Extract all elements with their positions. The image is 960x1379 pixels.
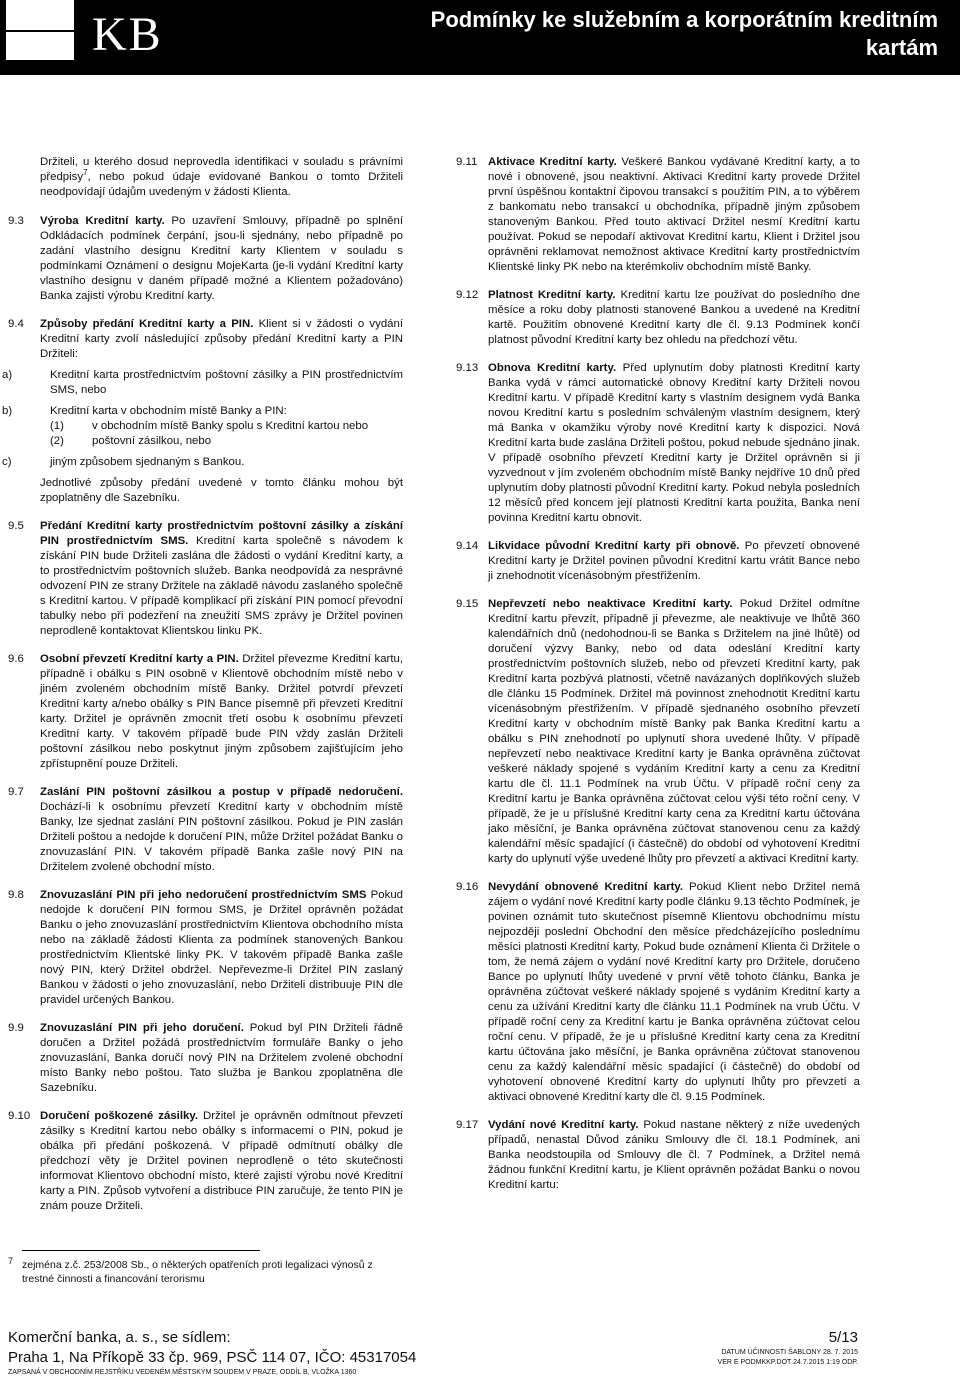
intro-paragraph: Držiteli, u kterého dosud neprovedla identifikaci v souladu s právními předpisy$^7$, nebo pokud údaje evidované Bankou o tomto Držiteli neodpovídají údajům uvedeným v žádosti Klienta. [40, 156, 403, 198]
section-9-16: 9.16 Nevydání obnovené Kreditní karty. Pokud Klient nebo Držitel nemá zájem o vydání nové Kreditní karty podle článku 9.13 těchto Podmínek, je povinen oznámit tuto skutečnost písemně Klientovu obchodnímu místu nejpozději poslední Obchodní den měsíce předcházejícího poslednímu měsíci platnosti Kreditní karty. Pokud bude oznámení Klienta či Držitele o tom, že nemá zájem o vydání nové Kreditní karty pro Držitele, doručeno Bance po uplynutí lhůty uvedené v první větě tohoto článku, Banka je oprávněna zúčtovat veškeré náklady spojené s vydáním Kreditní karty a cenu za užívání Kreditní karty dle článku 11.1 Podmínek na vrub Účtu. V případě roční ceny za Kreditní kartu je Banka oprávněna zúčtovat celou roční cenu. V případě, že je u příslušné Kreditní karty cena za Kreditní kartu účtována jako měsíční, je Banka oprávněna zúčtovat stanovenou cenu za každý kalendářní měsíc spadající (i částečně) do období od vyhotovení obnovené Kreditní karty do uplynutí lhůty pro převzetí a aktivaci obnovené Kreditní karty dle čl. 9.15 Podmínek. [456, 881, 860, 1103]
section-9-13: 9.13 Obnova Kreditní karty. Před uplynutím doby platnosti Kreditní karty Banka vydá v rámci automatické obnovy Kreditní karty Držiteli novou Kreditní kartu. V případě Kreditní karty s vlastním designem vydá Banka novou Kreditní kartu s posledním schváleným vlastním designem, který má Banka v okamžiku výroby nové Kreditní karty k dispozici. Nová Kreditní karta bude zaslána Držiteli poštou, pokud nebude sjednáno jinak. V případě osobního převzetí Kreditní karty je Držitel oprávněn si ji vyzvednout v jím zvoleném obchodním místě Banky nejdříve 10 dnů před uplynutím doby platnosti původní Kreditní karty. Pokud nebyla posledních 12 měsíců před koncem její platnosti Kreditní karta použita, Banka není povinna Kreditní kartu obnovit. [456, 362, 860, 524]
kb-logo-text: KB [92, 8, 163, 61]
page-number: 5/13 [828, 1329, 858, 1346]
section-9-9: 9.9 Znovuzaslání PIN při jeho doručení. Pokud byl PIN Držiteli řádně doručen a Držitel požádá prostřednictvím formuláře Banky o jeho znovuzaslání, Banka doručí nový PIN na Držitelem zvolené obchodní místo Banky nebo poštou. Tato služba je Bankou zpoplatněna dle Sazebníku. [8, 1022, 403, 1094]
section-9-6: 9.6 Osobní převzetí Kreditní karty a PIN. Držitel převezme Kreditní kartu, případně i obálku s PIN osobně v Klientově obchodním místě nebo v jiném zvoleném obchodním místě Banky. Držitel potvrdí převzetí Kreditní karty a/nebo obálky s PIN Bance písemně při převzetí Kreditní karty. Držitel je oprávněn zmocnit třetí osobu k osobnímu převzetí Kreditní karty. V takovém případě bude PIN vždy zaslán Držiteli poštovní zásilkou nebo poskytnut jiným způsobem zajišťujícím jeho zpřístupnění pouze Držiteli. [8, 653, 403, 770]
footnote [8, 1258, 403, 1286]
section-9-17: 9.17 Vydání nové Kreditní karty. Pokud nastane některý z níže uvedených případů, nenastal Důvod zániku Smlouvy dle čl. 18.1 Podmínek, ani Banka neodstoupila od Smlouvy dle čl. 7 Podmínek, a Držitel nemá žádnou funkční Kreditní kartu, je Klient oprávněn požádat Banku o novou Kreditní kartu: [456, 1119, 860, 1191]
section-9-8: 9.8 Znovuzaslání PIN při jeho nedoručení prostřednictvím SMS Pokud nedojde k doručení PIN formou SMS, je Držitel oprávněn požádat Banku o jeho znovuzaslání prostřednictvím Klientova obchodního místa nebo na základě žádosti Klienta za podmínek stanovených Bankou prostřednictvím Klientské linky PK. V takovém případě Banka zašle nový PIN, který Držitel obdržel. Nepřevezme-li Držitel PIN zaslaný Bankou v žádosti o jeho znovuzaslání, nebo Držiteli distribuuje PIN dle pravidel určených Bankou. [8, 889, 403, 1006]
footnote-number: 7 [8, 1256, 14, 1266]
footer-address: Praha 1, Na Příkopě 33 čp. 969, PSČ 114 07, IČO: 45317054 [8, 1349, 417, 1366]
footnote-text: zejména z.č. 253/2008 Sb., o některých opatřeních proti legalizaci výnosů z trestné činnosti a financování terorismu [22, 1259, 373, 1285]
list-item-b1: (1) v obchodním místě Banky spolu s Kreditní kartou nebo [50, 420, 369, 432]
section-9-11: 9.11 Aktivace Kreditní karty. Veškeré Bankou vydávané Kreditní karty, a to nové i obnovené, jsou neaktivní. Aktivaci Kreditní karty provede Držitel první úspěšnou kontaktní čipovou transakcí s použitím PIN, a to výběrem z bankomatu nebo transakcí u obchodníka, případně jiným způsobem stanoveným Bankou. Před touto aktivací Držitel nesmí Kreditní kartu používat. Pokud se nepodaří aktivovat Kreditní kartu, Klient i Držitel jsou oprávněni reklamovat nemožnost aktivace Kreditní karty prostřednictvím Klientské linky PK nebo na kterémkoliv obchodním místě Banky. [456, 156, 860, 273]
footnote-ref[interactable]: 7 [83, 168, 88, 178]
section-9-3: 9.3 Výroba Kreditní karty. Po uzavření Smlouvy, případně po splnění Odkládacích podmínek čerpání, jsou-li sjednány, nebo případně po zadání vlastního designu Kreditní karty Klientem v souladu s podmínkami Oznámení o designu MojeKarta (je-li vydání Kreditní karty vlastního designu v daném případě možné a Klientem požadováno) Banka zajistí výrobu Kreditní karty. [8, 215, 403, 302]
list-item-c: c) jiným způsobem sjednaným s Bankou. [2, 456, 245, 468]
left-column [2, 155, 404, 1227]
section-9-5: 9.5 Předání Kreditní karty prostřednictvím poštovní zásilky a získání PIN prostřednictvím SMS. Kreditní karta společně s návodem k získání PIN bude Držiteli zaslána dle žádosti o vydání Kreditní karty, a to prostřednictvím poštovních služeb. Banka neodpovídá za nesprávné odvození PIN ze strany Držitele na základě návodu zaslaného společně s Kreditní kartou. V případě komplikací při získání PIN pomocí převodní tabulky nebo při podezření na zneužití SMS zprávy je Držitel povinen neprodleně kontaktovat Klientskou linku PK. [8, 520, 403, 637]
section-9-12: 9.12 Platnost Kreditní karty. Kreditní kartu lze používat do posledního dne měsíce a roku doby platnosti stanovené Bankou a uvedené na Kreditní kartě. Použitím obnovené Kreditní karty dle čl. 9.13 Podmínek končí platnost původní Kreditní karty bez ohledu na předchozí větu. [456, 289, 860, 346]
section-9-7: 9.7 Zaslání PIN poštovní zásilkou a postup v případě nedoručení. Dochází-li k osobnímu převzetí Kreditní karty v obchodním místě Banky, lze sjednat zaslání PIN poštovní zásilkou. Pokud je PIN zaslán Držiteli poštou a nedojde k doručení PIN, může Držitel požádat Banku o znovuzaslání PIN. V takovém případě Banka zašle nový PIN na Držitelem zvolené obchodní místo. [8, 786, 403, 873]
section-9-15: 9.15 Nepřevzetí nebo neaktivace Kreditní karty. Pokud Držitel odmítne Kreditní kartu převzít, případně ji převezme, ale neaktivuje ve lhůtě 360 kalendářních dnů (nedohodnou-li se Banka s Držitelem na jiné lhůtě) od doručení výzvy Banky, nebo od data odeslání Kreditní karty prostřednictvím poštovních služeb, nebo od převzetí Kreditní karty, pak Kreditní karta pozbývá platnosti, včetně navázaných doplňkových služeb dle článku 15 Podmínek. Držitel má povinnost znehodnotit Kreditní kartu vícenásobným přestřižením. V případě sjednaného osobního převzetí Kreditní karty v obchodním místě Banky pak Banka Kreditní kartu a obálku s PIN znehodnotí po uplynutí shora uvedené lhůty. V případě nepřevzetí nebo neaktivace Kreditní karty je Banka oprávněna zúčtovat veškeré náklady spojené s vydáním Kreditní karty a cenu za Kreditní kartu dle čl. 11.1 Podmínek na vrub Účtu. V případě roční ceny za Kreditní kartu je Banka oprávněna zúčtovat celou výši této roční ceny. V případě, že je u příslušné Kreditní karty cena za Kreditní kartu účtována jako měsíční, je Banka oprávněna zúčtovat stanovenou cenu za každý kalendářní měsíc spadající (i částečně) do období od vyhotovení Kreditní karty do uplynutí výše uvedené lhůty pro převzetí a aktivaci Kreditní karty. [456, 598, 860, 865]
document-title: Podmínky ke služebním a korporátním kreditním kartám [430, 7, 938, 60]
section-9-4-note: Jednotlivé způsoby předání uvedené v tomto článku mohou být zpoplatněny dle Sazebníku. [40, 477, 403, 504]
footer-right [718, 1328, 858, 1368]
section-9-4: 9.4 Způsoby předání Kreditní karty a PIN. Klient si v žádosti o vydání Kreditní karty zvolí následující způsoby předání Kreditní karty a PIN Držiteli: a) Kreditní karta prostřednictvím poštovní zásilky a PIN prostřednictvím SMS, nebo b) Kreditní karta v obchodním místě Banky a PIN: (1) v obchodním místě Banky spolu s Kreditní kartou nebo (2) poštovní zásilkou, nebo c) jiným způsobem sjednaným s Bankou. Jednotlivé způsoby předání uvedené v tomto článku mohou být zpoplatněny dle Sazebníku. [2, 318, 403, 504]
right-column [456, 155, 860, 1206]
footer-company: Komerční banka, a. s., se sídlem: [8, 1329, 231, 1346]
list-item-b: b) Kreditní karta v obchodním místě Banky a PIN: (1) v obchodním místě Banky spolu s Kreditní kartou nebo (2) poštovní zásilkou, nebo [2, 404, 403, 449]
kb-logo-mark [6, 0, 76, 60]
template-version: VER E PODMKKP.DOT 24.7.2015 1:19 ODP. [717, 1359, 858, 1366]
footer-left [8, 1328, 416, 1378]
section-9-10: 9.10 Doručení poškozené zásilky. Držitel je oprávněn odmítnout převzetí zásilky s Kreditní kartou nebo obálky s informacemi o PIN, pokud je obálka při předání poškozená. V případě odmítnutí obálky dle předchozí věty je Držitel povinen neprodleně o této skutečnosti informovat Klientovo obchodní místo, které zajistí výrobu nové Kreditní karty a PIN. Způsob vytvoření a distribuce PIN zaručuje, že tento PIN je znám pouze Držiteli. [8, 1110, 404, 1212]
section-9-14: 9.14 Likvidace původní Kreditní karty při obnově. Po převzetí obnovené Kreditní karty je Držitel povinen původní Kreditní kartu vrátit Bance nebo ji znehodnotit vícenásobným přestřižením. [456, 540, 860, 582]
footer-registry: ZAPSANÁ V OBCHODNÍM REJSTŘÍKU VEDENÉM MĚSTSKÝM SOUDEM V PRAZE, ODDÍL B, VLOŽKA 1360 [8, 1369, 357, 1376]
footnote-divider [22, 1250, 260, 1251]
list-item-b2: (2) poštovní zásilkou, nebo [50, 435, 212, 447]
page-header [0, 0, 960, 75]
list-item-a: a) Kreditní karta prostřednictvím poštovní zásilky a PIN prostřednictvím SMS, nebo [2, 369, 403, 396]
template-date: DATUM ÚČINNOSTI ŠABLONY 28. 7. 2015 [721, 1349, 858, 1356]
